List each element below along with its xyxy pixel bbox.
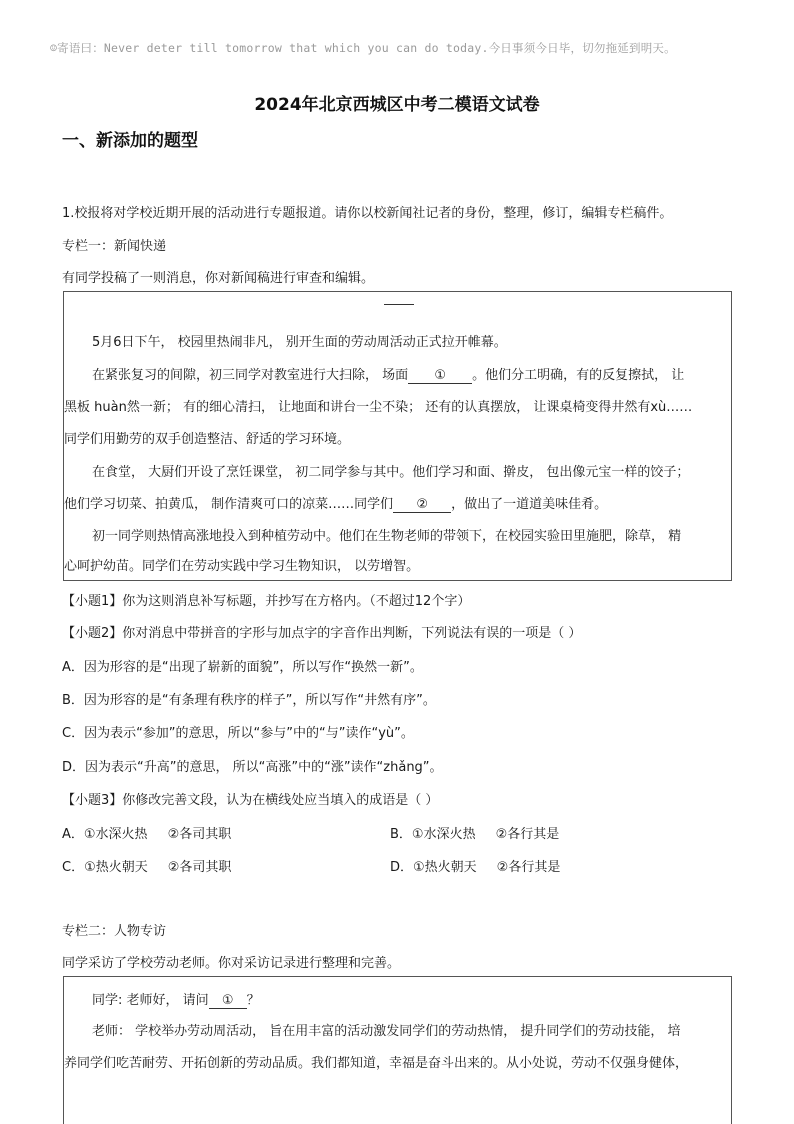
news-paragraph-1: 5月6日下午， 校园里热闹非凡， 别开生面的劳动周活动正式拉开帷幕。 <box>92 335 507 350</box>
blank-2: ② <box>393 497 451 513</box>
news-paragraph-3-line-1: 在食堂， 大厨们开设了烹饪课堂， 初二同学参与其中。他们学习和面、擀皮， 包出像元宝一样的饺子； <box>92 465 690 480</box>
news-paragraph-2-line-1: 在紧张复习的间隙，初三同学对教室进行大扫除， 场面 ① 。他们分工明确，有的反复擦拭， 让 <box>92 368 685 383</box>
news-title-blank <box>384 304 414 305</box>
interview-line-2: 老师： 学校举办劳动周活动， 旨在用丰富的活动激发同学们的劳动热情， 提升同学们的劳动技能， 培 <box>92 1024 681 1039</box>
sub-question-2-option-c[interactable]: C．因为表示“参加”的意思，所以“参与”中的“与”读作“yù”。 <box>62 726 414 741</box>
section-title: 一、新添加的题型 <box>62 131 198 151</box>
header-motto: ☺寄语曰：Never deter till tomorrow that which you can do today.今日事须今日毕，切勿拖延到明天。 <box>50 41 676 55</box>
news-article-box <box>63 291 732 581</box>
sub-question-2-option-a[interactable]: A．因为形容的是“出现了崭新的面貌”，所以写作“换然一新”。 <box>62 660 423 675</box>
news-paragraph-4-line-1: 初一同学则热情高涨地投入到种植劳动中。他们在生物老师的带领下，在校园实验田里施肥，除草， 精 <box>92 529 682 544</box>
news-paragraph-3-line-2: 他们学习切菜、拍黄瓜， 制作清爽可口的凉菜……同学们 ② ，做出了一道道美味佳肴。 <box>64 497 608 512</box>
sub-question-2: 【小题2】你对消息中带拼音的字形与加点字的字音作出判断，下列说法有误的一项是（ ） <box>62 626 582 641</box>
column-1-title: 专栏一：新闻快递 <box>62 239 167 254</box>
sub-question-3-option-a[interactable]: A．①水深火热 ②各司其职 <box>62 827 232 842</box>
sub-question-3-option-b[interactable]: B．①水深火热 ②各行其是 <box>390 827 560 842</box>
news-paragraph-4-line-2: 心呵护幼苗。同学们在劳动实践中学习生物知识， 以劳增智。 <box>64 559 420 574</box>
news-paragraph-2-line-2: 黑板 huàn然一新； 有的细心清扫， 让地面和讲台一尘不染； 还有的认真摆放， 让课桌椅变得井然有xù…… <box>64 400 693 415</box>
interview-line-1: 同学: 老师好， 请问 ① ？ <box>92 993 260 1008</box>
blank-1: ① <box>408 368 472 384</box>
news-paragraph-2-line-3: 同学们用勤劳的双手创造整洁、舒适的学习环境。 <box>64 432 351 447</box>
question-1-intro: 1.校报将对学校近期开展的活动进行专题报道。请你以校新闻社记者的身份，整理，修订，编辑专栏稿件。 <box>62 206 673 221</box>
sub-question-1: 【小题1】你为这则消息补写标题，并抄写在方格内。（不超过12个字） <box>62 594 471 609</box>
sub-question-2-option-b[interactable]: B．因为形容的是“有条理有秩序的样子”，所以写作“井然有序”。 <box>62 693 436 708</box>
sub-question-2-option-d[interactable]: D．因为表示“升高”的意思， 所以“高涨”中的“涨”读作“zhǎng”。 <box>62 760 443 775</box>
sub-question-3: 【小题3】你修改完善文段，认为在横线处应当填入的成语是（ ） <box>62 793 439 808</box>
sub-question-3-option-c[interactable]: C．①热火朝天 ②各司其职 <box>62 860 232 875</box>
sub-question-3-option-d[interactable]: D．①热火朝天 ②各行其是 <box>390 860 561 875</box>
column-1-description: 有同学投稿了一则消息，你对新闻稿进行审查和编辑。 <box>62 271 375 286</box>
interview-box <box>63 976 732 1124</box>
column-2-description: 同学采访了学校劳动老师。你对采访记录进行整理和完善。 <box>62 956 401 971</box>
column-2-title: 专栏二：人物专访 <box>62 924 167 939</box>
document-title: 2024年北京西城区中考二模语文试卷 <box>254 95 540 115</box>
interview-line-3: 养同学们吃苦耐劳、开拓创新的劳动品质。我们都知道，幸福是奋斗出来的。从小处说，劳动不仅强身健体， <box>64 1056 689 1071</box>
interview-blank-1: ① <box>209 993 247 1009</box>
